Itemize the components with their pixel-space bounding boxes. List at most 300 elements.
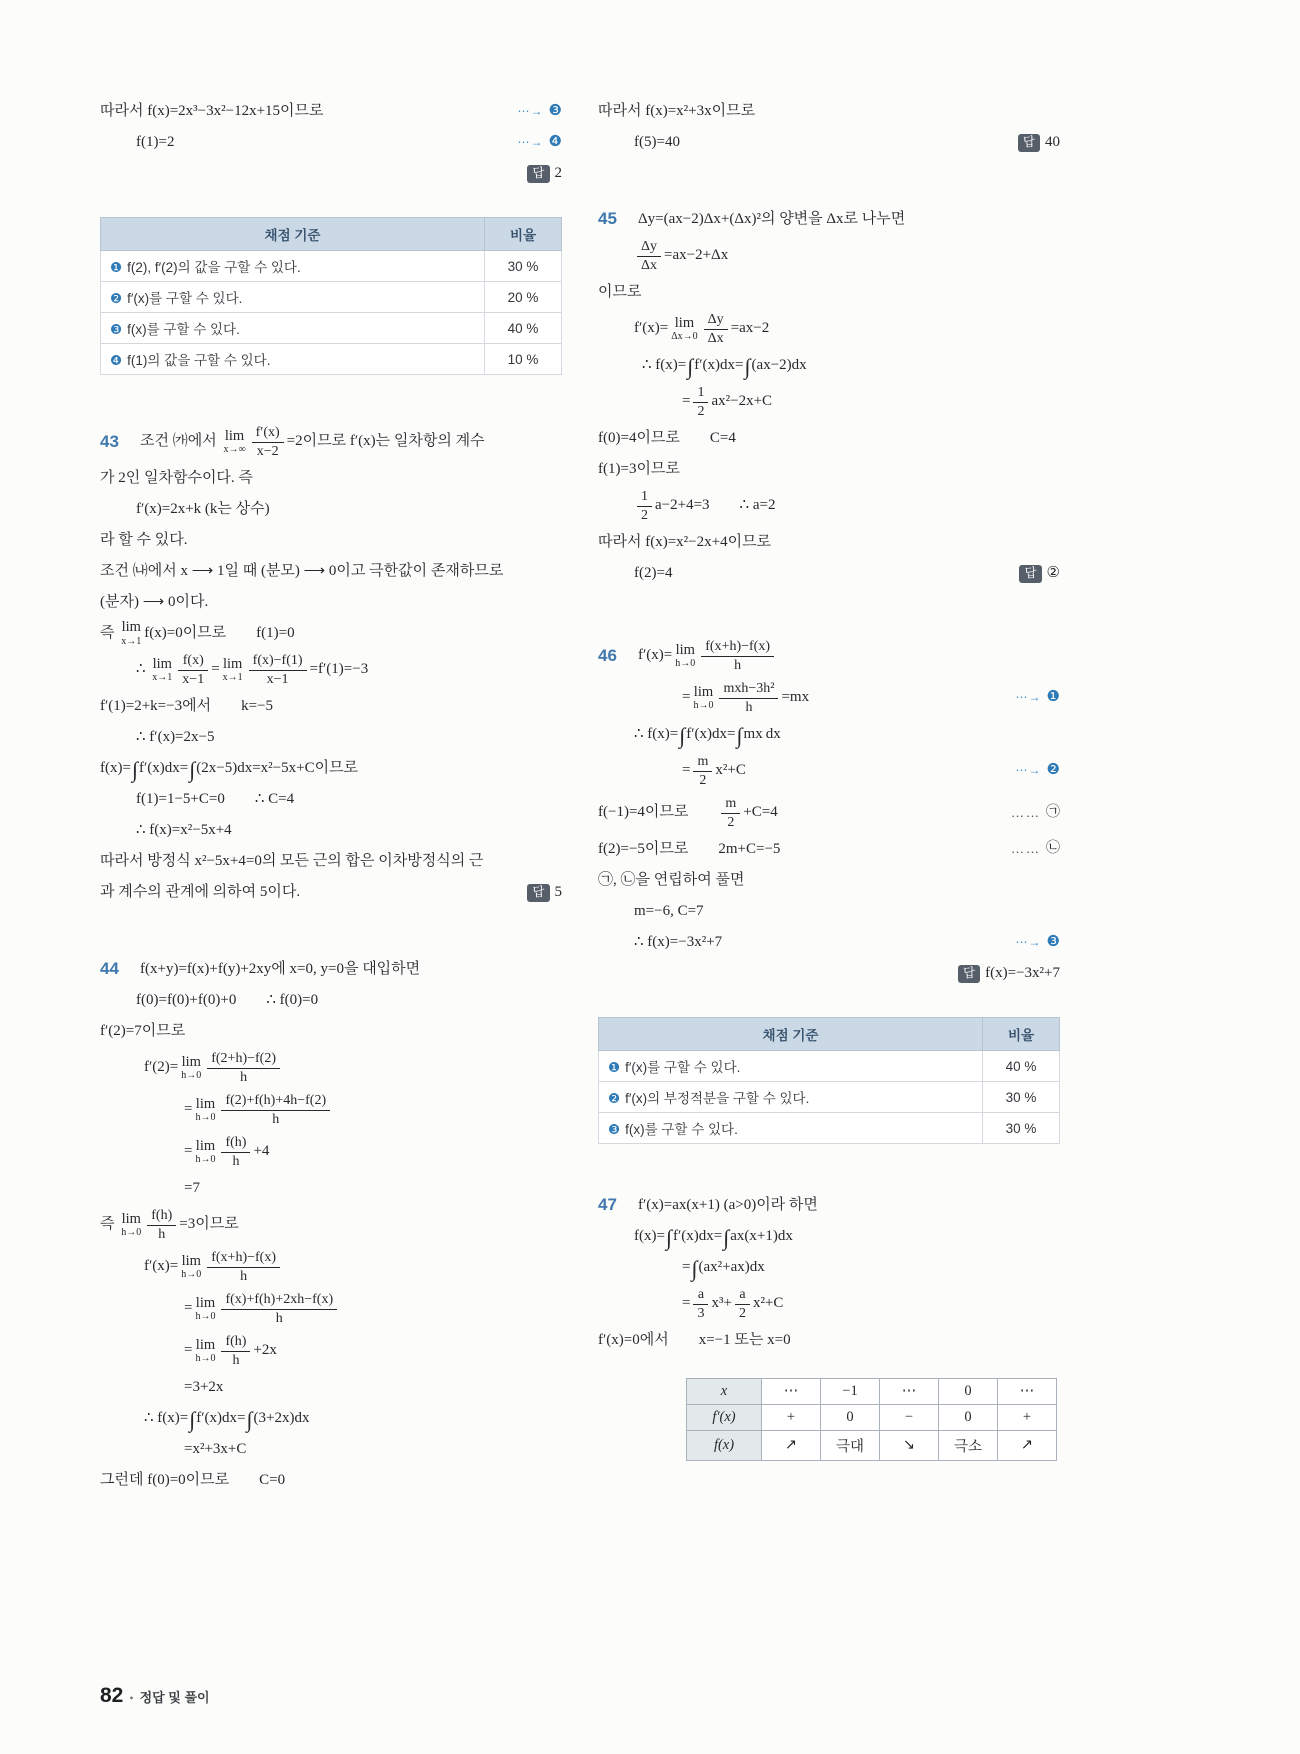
solution-line [100, 1330, 562, 1372]
grading-table [100, 217, 562, 375]
limit [675, 643, 695, 670]
limit-subscript: x→1 [222, 672, 243, 684]
text: f(−1)=4이므로 [598, 804, 719, 821]
text: = [682, 393, 691, 410]
line-text [100, 592, 208, 614]
line-text [598, 459, 680, 481]
fraction-denominator: x−1 [182, 671, 205, 687]
text: = [211, 661, 220, 678]
fraction [693, 753, 712, 789]
fraction-denominator: 2 [699, 772, 707, 788]
text: 즉 [100, 624, 119, 641]
text: = [682, 689, 691, 706]
step-number-icon: ❹ [110, 353, 123, 368]
fraction-denominator: 3 [697, 1305, 705, 1321]
fraction-numerator: f(2+h)−f(2) [207, 1050, 280, 1069]
solution-line [598, 235, 1060, 277]
line-text [634, 237, 728, 275]
grading-criteria-cell [101, 313, 485, 344]
fraction-numerator: 1 [693, 384, 708, 403]
line-text [682, 752, 746, 790]
solution-line [100, 1372, 562, 1403]
line-text [136, 651, 368, 689]
limit [223, 657, 243, 684]
sign-table-cell: −1 [821, 1379, 880, 1405]
sign-table-cell: + [762, 1405, 821, 1431]
grading-row [101, 282, 562, 313]
limit-word: lim [181, 1252, 201, 1269]
fraction-numerator: f(x)−f(1) [249, 652, 307, 671]
line-text [140, 959, 420, 981]
grading-table-block [100, 217, 562, 375]
solution-line [598, 381, 1060, 423]
limit [181, 1055, 201, 1082]
solution-line [598, 485, 1060, 527]
solution-line [598, 750, 1060, 792]
fraction [207, 1249, 280, 1285]
limit-subscript: h→0 [195, 1353, 216, 1365]
solution-block [598, 635, 1060, 989]
text: ax(x+1)dx [730, 1227, 793, 1244]
answer-value [1045, 132, 1060, 154]
text: 따라서 f(x)=x²−2x+4이므로 [598, 533, 772, 550]
sign-table-cell: ↗ [998, 1431, 1057, 1461]
solution-line [598, 896, 1060, 927]
limit-subscript: h→0 [181, 1269, 202, 1281]
fraction-numerator: a [735, 1286, 750, 1305]
text: =ax−2 [730, 320, 770, 337]
solution-line [100, 158, 562, 189]
limit-word: lim [224, 427, 245, 444]
solution-line [100, 1434, 562, 1465]
limit-word: lim [195, 1095, 216, 1112]
line-text [634, 132, 680, 154]
line-text [598, 101, 755, 123]
integral-icon: ∫ [246, 1406, 253, 1432]
text: f′(x)를 구할 수 있다. [127, 291, 243, 306]
solution-line [598, 834, 1060, 865]
text: 그런데 f(0)=0이므로 C=0 [100, 1471, 286, 1488]
limit-word: lim [223, 655, 243, 672]
answer-badge: 답 [1018, 134, 1040, 152]
step-arrow-icon: ⋯→ [1015, 690, 1042, 705]
grading-header-criteria: 채점 기준 [101, 218, 485, 251]
text: f(1)=3이므로 [598, 460, 680, 477]
text: (2x−5)dx=x²−5x+C이므로 [196, 759, 359, 776]
fraction-numerator: f′(x) [252, 424, 284, 443]
text: f(2), f′(2)의 값을 구할 수 있다. [127, 260, 301, 275]
limit-word: lim [195, 1137, 216, 1154]
line-text [136, 132, 174, 154]
line-text [598, 870, 744, 892]
solution-line [598, 1283, 1060, 1325]
text: f′(2)= [144, 1059, 179, 1076]
limit-subscript: h→0 [693, 700, 714, 712]
line-text [100, 1470, 285, 1492]
text: x²+C [715, 762, 746, 779]
fraction-numerator: m [721, 795, 740, 814]
fraction-denominator: 2 [727, 814, 735, 830]
line-annotation [508, 132, 562, 154]
text: f(1)의 값을 구할 수 있다. [127, 353, 271, 368]
fraction [637, 488, 652, 524]
answer-value [985, 963, 1060, 985]
footer-label: 정답 및 풀이 [139, 1690, 210, 1705]
solution-line [598, 1221, 1060, 1252]
solution-line [598, 792, 1060, 834]
text: ㉠, ㉡을 연립하여 풀면 [598, 871, 745, 888]
integral-icon: ∫ [189, 1406, 196, 1432]
fraction-denominator: h [745, 699, 753, 715]
sign-table-row [687, 1405, 1057, 1431]
text: ∴ f′(x)=2x−5 [136, 728, 215, 745]
grading-ratio-cell: 40 % [485, 313, 562, 344]
line-annotation [517, 163, 562, 185]
grading-header-ratio: 비율 [983, 1018, 1060, 1051]
limit-subscript: h→0 [195, 1112, 216, 1124]
sign-table-cell: 0 [939, 1379, 998, 1405]
step-number-icon: ❶ [110, 260, 123, 275]
limit [195, 1296, 215, 1323]
line-text [100, 851, 483, 873]
limit [121, 620, 141, 647]
grading-ratio-cell: 30 % [485, 251, 562, 282]
content-columns [100, 96, 1060, 1496]
sign-table-cell: 0 [939, 1405, 998, 1431]
fraction [701, 638, 774, 674]
text: =x²+3x+C [184, 1440, 247, 1457]
solution-line [100, 96, 562, 127]
solution-line [100, 556, 562, 587]
fraction-numerator: mxh−3h² [719, 680, 778, 699]
text: +4 [253, 1143, 270, 1160]
solution-block [100, 954, 562, 1496]
integral-icon: ∫ [665, 1224, 672, 1250]
line-text [682, 1285, 783, 1323]
text: (3+2x)dx [253, 1409, 310, 1426]
text: m=−6, C=7 [634, 902, 704, 919]
line-text [136, 727, 214, 749]
fraction-denominator: 2 [697, 403, 705, 419]
grading-header-row [599, 1018, 1060, 1051]
page-number: 82 [100, 1684, 124, 1707]
grading-row [101, 251, 562, 282]
solution-line [100, 1465, 562, 1496]
line-text [598, 839, 780, 861]
text: =3+2x [184, 1378, 224, 1395]
answer-value [555, 882, 563, 904]
grading-criteria-cell [599, 1082, 983, 1113]
text: = [682, 1258, 691, 1275]
limit-subscript: h→0 [121, 1227, 142, 1239]
fraction-denominator: h [734, 657, 742, 673]
line-annotation [1001, 803, 1060, 823]
limit-word: lim [181, 1053, 201, 1070]
text: = [682, 1295, 691, 1312]
step-arrow-icon: ⋯→ [1015, 763, 1042, 778]
fraction-numerator: f(h) [221, 1134, 250, 1153]
line-text [184, 1377, 223, 1399]
solution-line [598, 127, 1060, 158]
sign-table-header-cell: f(x) [687, 1431, 762, 1461]
line-text [598, 794, 778, 832]
step-number-icon: ❸ [548, 102, 562, 119]
fraction [719, 680, 778, 716]
grading-criteria-cell [101, 251, 485, 282]
reference-dots: …… [1011, 804, 1041, 820]
limit-subscript: x→1 [121, 635, 142, 647]
solution-line [100, 1173, 562, 1204]
text: f(x)=−3x²+7 [985, 964, 1060, 981]
solution-line [100, 421, 562, 463]
text: f′(x)=ax(x+1) (a>0)이라 하면 [638, 1196, 818, 1213]
fraction [693, 1286, 708, 1322]
integral-icon: ∫ [189, 756, 196, 782]
grading-criteria-cell [101, 344, 485, 375]
limit-word: lim [152, 655, 172, 672]
limit [671, 316, 697, 343]
grading-row [599, 1051, 1060, 1082]
line-text [100, 620, 295, 647]
line-text [144, 1049, 283, 1087]
limit-subscript: h→0 [195, 1311, 216, 1323]
limit-word: lim [693, 683, 714, 700]
text: f′(x)= [634, 320, 669, 337]
text: = [184, 1300, 193, 1317]
grading-ratio-cell: 30 % [983, 1082, 1060, 1113]
sign-table-cell: ⋯ [880, 1379, 939, 1405]
fraction [735, 1286, 750, 1322]
line-text [598, 532, 771, 554]
fraction [221, 1291, 337, 1327]
line-text [140, 423, 485, 461]
integral-icon: ∫ [687, 353, 694, 379]
text: 조건 ㈏에서 x ⟶ 1일 때 (분모) ⟶ 0이고 극한값이 존재하므로 [100, 562, 504, 579]
limit [195, 1338, 215, 1365]
fraction-numerator: Δy [637, 238, 661, 257]
integral-icon: ∫ [744, 353, 751, 379]
fraction-denominator: 2 [641, 507, 648, 523]
text: f(x+y)=f(x)+f(y)+2xy에 x=0, y=0을 대입하면 [140, 960, 421, 977]
limit [121, 1212, 141, 1239]
line-text [100, 101, 324, 123]
text: f′(x)=0에서 x=−1 또는 x=0 [598, 1331, 791, 1348]
grading-criteria-cell [599, 1113, 983, 1144]
solution-block [598, 96, 1060, 158]
solution-line [598, 277, 1060, 308]
line-annotation [1008, 132, 1060, 154]
fraction-denominator: h [240, 1069, 248, 1085]
solution-line [100, 691, 562, 722]
grading-criteria-cell [599, 1051, 983, 1082]
fraction [693, 384, 708, 420]
answer-value [1047, 563, 1060, 585]
answer-badge: 답 [527, 884, 549, 902]
text: 조건 ㈎에서 [140, 433, 221, 450]
text: = [682, 762, 691, 779]
text: 라 할 수 있다. [100, 531, 188, 548]
line-text [100, 561, 503, 583]
text: ∴ f(x)=−3x²+7 [634, 933, 723, 950]
line-annotation [948, 963, 1060, 985]
reference-label: ㉠ [1046, 804, 1060, 820]
solution-line [100, 985, 562, 1016]
limit [152, 657, 172, 684]
solution-line [598, 423, 1060, 454]
text: ∴ f(x)=x²−5x+4 [136, 821, 232, 838]
line-text [100, 882, 300, 904]
integral-icon: ∫ [736, 722, 743, 748]
fraction-denominator: Δx [641, 257, 658, 273]
line-text [634, 310, 769, 348]
answer-badge: 답 [527, 165, 549, 183]
solution-line [598, 308, 1060, 350]
line-text [100, 1021, 185, 1043]
sign-table-cell: ⋯ [762, 1379, 821, 1405]
limit-word: lim [121, 619, 141, 636]
grading-ratio-cell: 30 % [983, 1113, 1060, 1144]
fraction [178, 652, 208, 688]
limit-subscript: x→∞ [223, 444, 246, 456]
answer-badge: 답 [958, 965, 980, 983]
text: f(0)=4이므로 C=4 [598, 429, 736, 446]
text: f′(x)dx= [196, 1409, 246, 1426]
line-text [682, 1257, 765, 1279]
fraction-denominator: x−2 [256, 443, 279, 459]
text: 2 [554, 164, 562, 181]
solution-block [100, 96, 562, 189]
fraction-numerator: m [693, 753, 712, 772]
grading-row [101, 344, 562, 375]
grading-table-body [599, 1051, 1060, 1144]
solution-line [100, 1204, 562, 1246]
limit-word: lim [195, 1294, 216, 1311]
text: f(x)= [634, 1227, 665, 1244]
answer-badge: 답 [1019, 565, 1041, 583]
limit [195, 1139, 215, 1166]
problem-number: 46 [598, 645, 617, 665]
text: =7 [184, 1179, 200, 1196]
solution-line [100, 587, 562, 618]
line-text [634, 724, 781, 746]
line-text [136, 499, 270, 521]
line-text [144, 1408, 310, 1430]
step-number-icon: ❸ [608, 1122, 621, 1137]
solution-line [100, 815, 562, 846]
grading-row [599, 1113, 1060, 1144]
step-number-icon: ❶ [1046, 689, 1060, 706]
line-annotation [1001, 839, 1060, 859]
text: f′(x)=2x+k (k는 상수) [136, 500, 270, 517]
sign-table-cell: ↗ [762, 1431, 821, 1461]
limit-subscript: Δx→0 [671, 331, 698, 343]
solution-block [100, 421, 562, 908]
text: =f′(1)=−3 [309, 661, 369, 678]
fraction-numerator: f(2)+f(h)+4h−f(2) [221, 1092, 330, 1111]
text: f′(2)=7이므로 [100, 1022, 186, 1039]
line-text [136, 789, 294, 811]
fraction [221, 1092, 330, 1128]
text: f(x)= [100, 759, 131, 776]
solution-line [100, 753, 562, 784]
text: f(2)=−5이므로 2m+C=−5 [598, 840, 781, 857]
text: ∴ f(x)= [144, 1409, 189, 1426]
solution-line [598, 527, 1060, 558]
solution-line [100, 1089, 562, 1131]
sign-table-cell: + [998, 1405, 1057, 1431]
solution-line [100, 1016, 562, 1047]
text: ∴ f(x)= [642, 356, 687, 373]
line-annotation [508, 101, 562, 123]
problem-number: 44 [100, 959, 119, 979]
page-footer [100, 1684, 210, 1708]
text: f(x)를 구할 수 있다. [625, 1122, 738, 1137]
line-annotation [1006, 687, 1060, 709]
limit-word: lim [674, 314, 695, 331]
grading-header-ratio: 비율 [485, 218, 562, 251]
line-text [100, 1206, 239, 1244]
grading-table [598, 1017, 1060, 1144]
line-text [184, 1290, 340, 1328]
fraction [147, 1207, 176, 1243]
line-text [184, 1133, 269, 1171]
solution-line [598, 1190, 1060, 1221]
text: f(1)=2 [136, 133, 175, 150]
line-text [638, 637, 777, 675]
solution-line [100, 127, 562, 158]
text: ∴ [136, 661, 150, 678]
step-arrow-icon: ⋯→ [1015, 934, 1042, 949]
solution-line [100, 1403, 562, 1434]
text: f′(x)dx= [686, 725, 736, 742]
sign-table-cell: − [880, 1405, 939, 1431]
line-text [598, 1330, 791, 1352]
text: =3이므로 [179, 1216, 239, 1233]
text: f′(x)를 구할 수 있다. [625, 1060, 741, 1075]
line-annotation [517, 882, 562, 904]
fraction [637, 238, 661, 274]
grading-ratio-cell: 20 % [485, 282, 562, 313]
line-text [634, 1226, 793, 1248]
fraction-numerator: 1 [637, 488, 652, 507]
grading-row [599, 1082, 1060, 1113]
line-text [634, 932, 722, 954]
fraction-denominator: h [232, 1153, 240, 1169]
line-text [184, 1091, 333, 1129]
grading-criteria-cell [101, 282, 485, 313]
text: f′(x)dx= [672, 1227, 723, 1244]
line-text [642, 355, 807, 377]
problem-number: 47 [598, 1195, 617, 1215]
fraction-denominator: h [275, 1310, 283, 1326]
solution-line [100, 846, 562, 877]
line-text [144, 1248, 283, 1286]
solution-line [100, 1047, 562, 1089]
text: =2이므로 f′(x)는 일차항의 계수 [286, 433, 485, 450]
fraction-denominator: Δx [707, 330, 724, 346]
limit [693, 685, 713, 712]
text: f(5)=40 [634, 133, 680, 150]
text: 과 계수의 관계에 의하여 5이다. [100, 883, 301, 900]
solution-line [598, 1252, 1060, 1283]
limit-word: lim [195, 1336, 216, 1353]
limit [195, 1097, 215, 1124]
grading-table-head [599, 1018, 1060, 1051]
text: f(0)=f(0)+f(0)+0 ∴ f(0)=0 [136, 991, 319, 1008]
line-text [100, 696, 273, 718]
line-text [100, 758, 358, 780]
text: 따라서 방정식 x²−5x+4=0의 모든 근의 합은 이차방정식의 근 [100, 852, 484, 869]
